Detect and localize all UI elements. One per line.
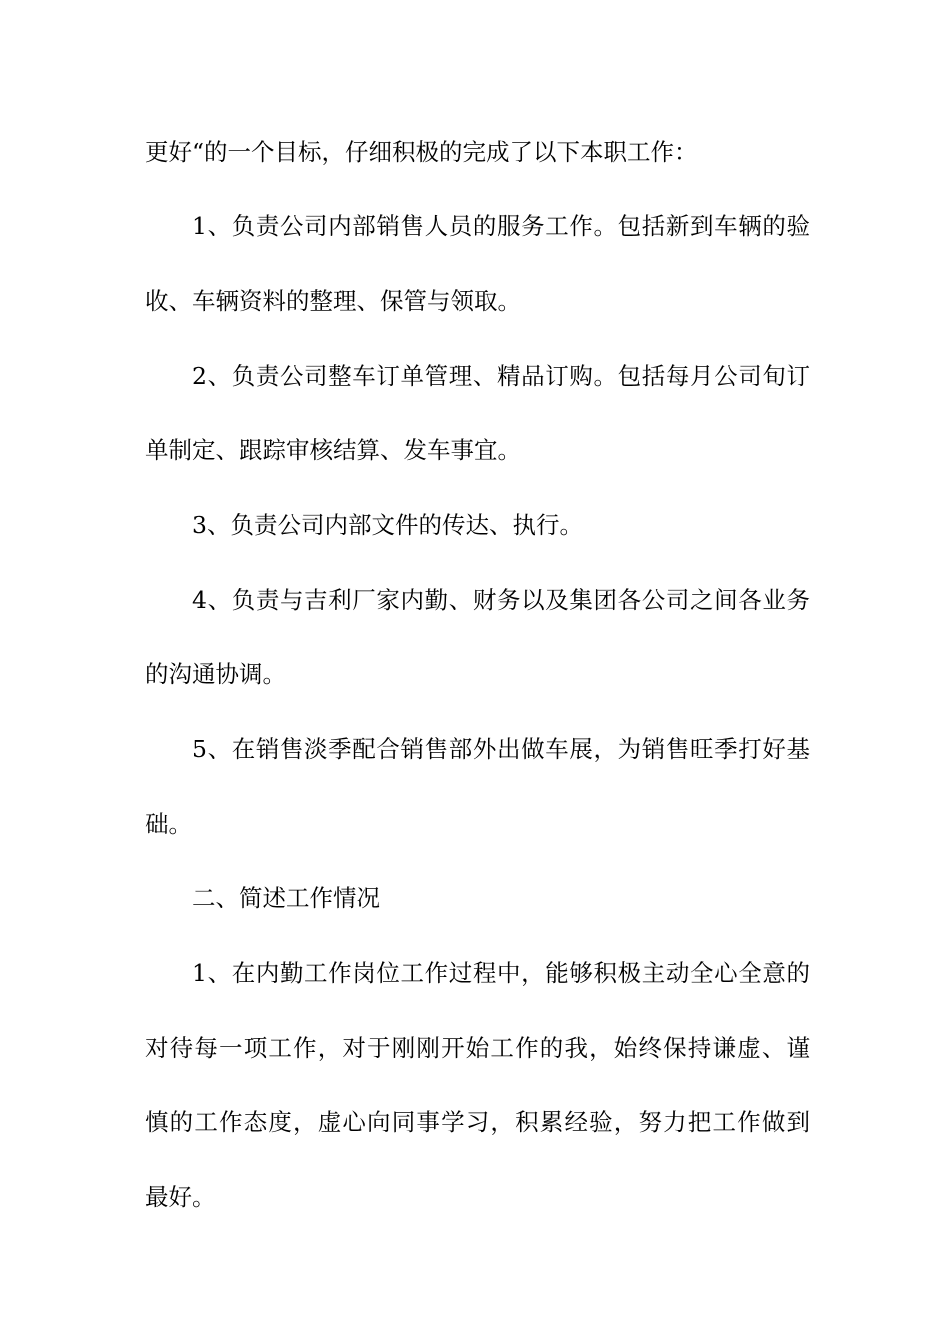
section-item-1-line-1: 1、在内勤工作岗位工作过程中，能够积极主动全心全意的 <box>192 959 810 987</box>
list-item-4-line-2: 的沟通协调。 <box>145 660 286 688</box>
section-item-1-line-2: 对待每一项工作，对于刚刚开始工作的我，始终保持谦虚、谨 <box>145 1034 810 1062</box>
list-item-1-line-2: 收、车辆资料的整理、保管与领取。 <box>145 287 521 315</box>
section-item-1-line-4: 最好。 <box>145 1183 216 1211</box>
list-item-3-line-1: 3、负责公司内部文件的传达、执行。 <box>192 511 583 539</box>
section-item-1-line-3: 慎的工作态度，虚心向同事学习，积累经验，努力把工作做到 <box>145 1108 810 1136</box>
list-item-2-line-2: 单制定、跟踪审核结算、发车事宜。 <box>145 436 521 464</box>
list-item-2-line-1: 2、负责公司整车订单管理、精品订购。包括每月公司旬订 <box>192 362 810 390</box>
section-heading: 二、简述工作情况 <box>192 884 380 912</box>
list-item-4-line-1: 4、负责与吉利厂家内勤、财务以及集团各公司之间各业务 <box>192 586 810 614</box>
list-item-1-line-1: 1、负责公司内部销售人员的服务工作。包括新到车辆的验 <box>192 212 810 240</box>
list-item-5-line-1: 5、在销售淡季配合销售部外出做车展，为销售旺季打好基 <box>192 735 810 763</box>
list-item-5-line-2: 础。 <box>145 810 192 838</box>
paragraph-intro-line-1: 更好“的一个目标，仔细积极的完成了以下本职工作： <box>145 138 698 166</box>
